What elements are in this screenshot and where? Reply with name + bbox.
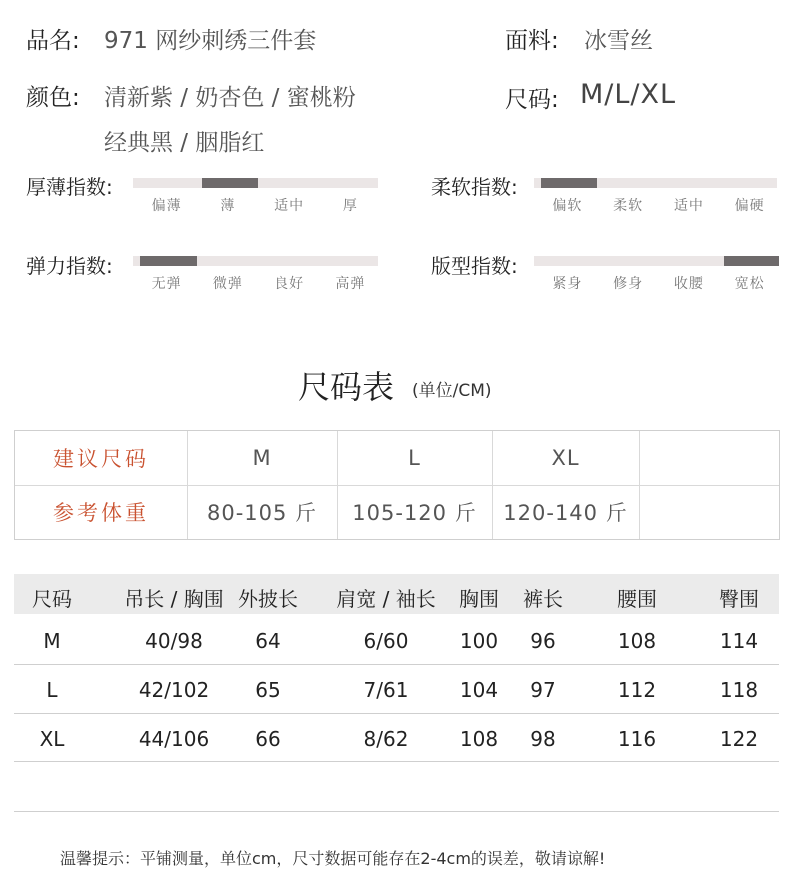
row-divider xyxy=(14,713,779,714)
size-table-cell: 8/62 xyxy=(363,727,409,751)
index-tick-label: 宽松 xyxy=(734,276,765,292)
index-track xyxy=(133,256,378,266)
column-divider xyxy=(187,431,188,539)
size-table-cell: M xyxy=(43,629,61,653)
size-table-cell: 66 xyxy=(255,727,281,751)
size-table-cell: 97 xyxy=(530,678,556,702)
index-tick-label: 微弹 xyxy=(212,276,243,292)
fabric-value: 冰雪丝 xyxy=(584,28,653,54)
index-selected-fill xyxy=(202,178,258,188)
size-table-cell: 40/98 xyxy=(145,629,203,653)
size-table-cell: 122 xyxy=(719,727,759,751)
size-table-header-cell: 裤长 xyxy=(523,587,563,611)
name-label: 品名: xyxy=(26,28,80,54)
index-tick-label: 适中 xyxy=(673,198,704,214)
recommend-size-cell: M xyxy=(252,446,272,470)
fabric-label: 面料: xyxy=(505,28,559,54)
row-divider xyxy=(14,664,779,665)
index-tick-label: 偏软 xyxy=(552,198,583,214)
index-track xyxy=(534,178,777,188)
index-title: 柔软指数: xyxy=(431,175,518,199)
index-tick-label: 偏薄 xyxy=(151,198,182,214)
size-chart-unit: (单位/CM) xyxy=(412,381,492,401)
size-table-header-cell: 臀围 xyxy=(719,587,759,611)
size-value: M/L/XL xyxy=(580,79,677,110)
index-tick-label: 柔软 xyxy=(613,198,644,214)
index-title: 弹力指数: xyxy=(26,254,113,278)
color-value-line1: 清新紫 / 奶杏色 / 蜜桃粉 xyxy=(104,85,356,111)
recommend-weight-cell xyxy=(639,485,781,539)
size-table-header-cell: 肩宽 / 袖长 xyxy=(336,587,436,611)
index-selected-fill xyxy=(140,256,196,266)
recommend-size-row xyxy=(15,431,779,486)
size-table-cell: 114 xyxy=(719,629,759,653)
size-chart-title: 尺码表 xyxy=(298,368,395,406)
size-table-cell: 44/106 xyxy=(138,727,210,751)
recommend-size-label: 建议尺码 xyxy=(53,447,149,471)
index-tick-label: 适中 xyxy=(274,198,305,214)
size-table-cell: 42/102 xyxy=(138,678,210,702)
index-tick-label: 紧身 xyxy=(552,276,583,292)
size-table-header-cell: 尺码 xyxy=(32,587,72,611)
index-tick-label: 修身 xyxy=(613,276,644,292)
index-selected-fill xyxy=(724,256,780,266)
recommend-weight-cell: 120-140 斤 xyxy=(503,501,628,525)
measurement-tip: 温馨提示：平铺测量，单位cm，尺寸数据可能存在2-4cm的误差，敬请谅解! xyxy=(60,849,606,868)
recommend-weight-cell: 105-120 斤 xyxy=(352,501,477,525)
index-track xyxy=(133,178,378,188)
name-value: 971 网纱刺绣三件套 xyxy=(104,28,317,54)
color-label: 颜色: xyxy=(26,85,80,111)
recommend-weight-row xyxy=(15,485,779,539)
recommend-weight-cell: 80-105 斤 xyxy=(206,501,318,525)
size-table-cell: 116 xyxy=(617,727,657,751)
size-table-cell: XL xyxy=(39,727,65,751)
index-tick-label: 收腰 xyxy=(673,276,704,292)
index-tick-label: 薄 xyxy=(220,198,236,214)
column-divider xyxy=(492,431,493,539)
color-value-line2: 经典黑 / 胭脂红 xyxy=(104,130,265,156)
size-table-cell: 98 xyxy=(530,727,556,751)
row-divider xyxy=(14,761,779,762)
size-table-header-cell: 吊长 / 胸围 xyxy=(124,587,224,611)
index-tick-label: 偏硬 xyxy=(734,198,765,214)
size-table-cell: 108 xyxy=(459,727,499,751)
recommend-table xyxy=(14,430,780,540)
size-table-cell: 7/61 xyxy=(363,678,409,702)
index-title: 版型指数: xyxy=(431,254,518,278)
column-divider xyxy=(337,431,338,539)
size-table-cell: 65 xyxy=(255,678,281,702)
size-table-header-cell: 外披长 xyxy=(238,587,298,611)
size-table-cell: 112 xyxy=(617,678,657,702)
index-selected-fill xyxy=(541,178,597,188)
size-table-cell: 108 xyxy=(617,629,657,653)
recommend-size-cell: L xyxy=(408,446,421,470)
recommend-size-cell xyxy=(639,431,781,485)
row-divider xyxy=(14,811,779,812)
index-tick-label: 无弹 xyxy=(151,276,182,292)
index-tick-label: 高弹 xyxy=(335,276,366,292)
index-track xyxy=(534,256,777,266)
size-table-cell: 104 xyxy=(459,678,499,702)
recommend-weight-label: 参考体重 xyxy=(53,501,149,525)
recommend-size-cell: XL xyxy=(551,446,580,470)
index-tick-label: 良好 xyxy=(274,276,305,292)
index-tick-label: 厚 xyxy=(342,198,358,214)
size-table-cell: 100 xyxy=(459,629,499,653)
column-divider xyxy=(639,431,640,539)
size-table-cell: L xyxy=(46,678,58,702)
size-table-cell: 96 xyxy=(530,629,556,653)
index-title: 厚薄指数: xyxy=(26,175,113,199)
size-table-cell: 64 xyxy=(255,629,281,653)
size-table-header-cell: 胸围 xyxy=(459,587,499,611)
size-table-header-cell: 腰围 xyxy=(617,587,657,611)
size-table-cell: 6/60 xyxy=(363,629,409,653)
size-table-cell: 118 xyxy=(719,678,759,702)
size-label: 尺码: xyxy=(505,87,559,113)
